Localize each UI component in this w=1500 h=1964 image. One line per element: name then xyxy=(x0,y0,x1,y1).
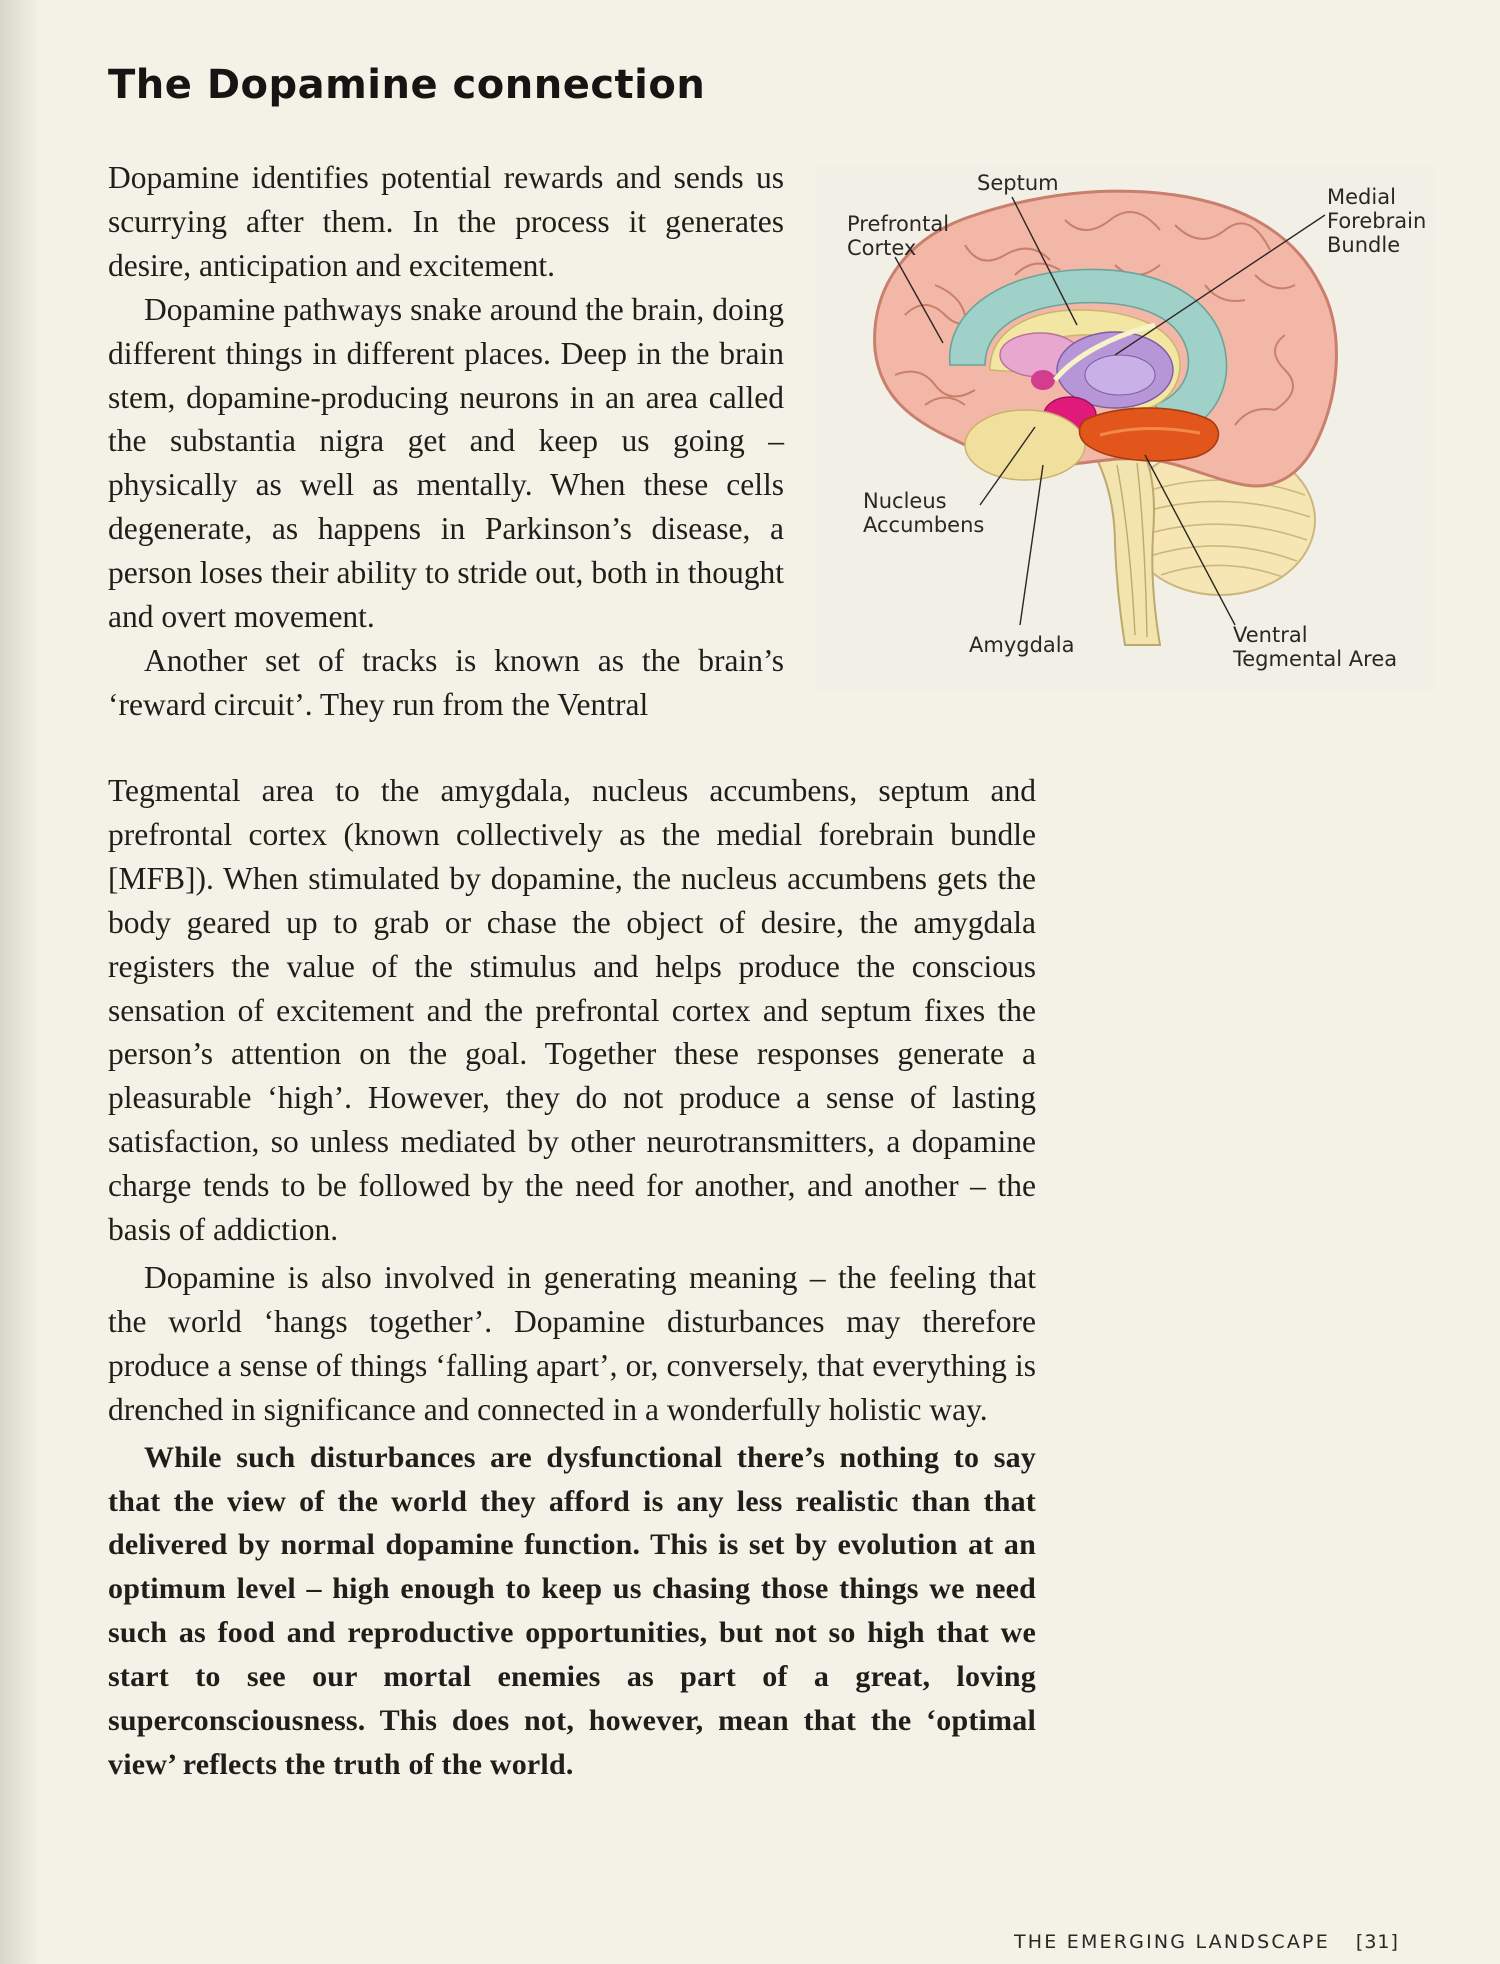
label-medial-forebrain-bundle: Medial Forebrain Bundle xyxy=(1327,185,1427,257)
label-prefrontal-cortex: Prefrontal Cortex xyxy=(847,212,950,260)
paragraph-3-rest: Tegmental area to the amygdala, nucleus accumbens, septum and prefrontal cortex (known collectively as the medial forebrain bundle [MFB]). When stimulated by dopamine, the nucleus accumbens gets the body geared up to grab or chase the object of desire, the amygdala registers the value of the stimulus and helps produce the conscious sensation of excitement and the prefrontal cortex and septum fixes the person’s attention on the goal. Together these responses generate a pleasurable ‘high’. However, they do not produce a sense of lasting satisfaction, so unless mediated by other neurotransmitters, a dopamine charge tends to be followed by the need for another, and another – the basis of addiction. xyxy=(108,773,1036,1248)
label-ventral-tegmental-area: Ventral Tegmental Area xyxy=(1233,623,1398,671)
paragraph-4: Dopamine is also involved in generating meaning – the feeling that the world ‘hangs together’. Dopamine disturbances may therefore produce a sense of things ‘falling apart’, or, conversely, that everything is drenched in significance and connected in a wonderfully holistic way. xyxy=(108,1259,1036,1427)
label-amygdala: Amygdala xyxy=(969,633,1075,657)
paragraph-2: Dopamine pathways snake around the brain, doing different things in different places. Deep in the brain stem, dopamine-producing neurons in an area called the substantia nigra get and keep us going – physically as well as mentally. When these cells degenerate, as happens in Parkinson’s disease, a person loses their ability to stride out, both in thought and overt movement. xyxy=(108,291,784,635)
text-column-wide xyxy=(108,769,1036,1787)
page-gutter-shadow xyxy=(0,0,40,1964)
page-title: The Dopamine connection xyxy=(108,62,706,108)
page-footer xyxy=(1014,1931,1399,1953)
label-nucleus-accumbens: Nucleus Accumbens xyxy=(863,489,985,537)
paragraph-3-start: Another set of tracks is known as the brain’s ‘reward circuit’. They run from the Ventral xyxy=(108,642,784,722)
text-column-narrow xyxy=(108,156,784,727)
paragraph-1: Dopamine identifies potential rewards and sends us scurrying after them. In the process it generates desire, anticipation and excitement. xyxy=(108,160,784,283)
running-footer: THE EMERGING LANDSCAPE xyxy=(1014,1931,1330,1953)
page-number: [31] xyxy=(1355,1931,1399,1953)
ventral-tegmental-area-region xyxy=(1080,408,1219,461)
amygdala-region xyxy=(965,410,1085,480)
paragraph-5: While such disturbances are dysfunctional there’s nothing to say that the view of the world they afford is any less realistic than that delivered by normal dopamine function. This is set by evolution at an optimum level – high enough to keep us chasing those things we need such as food and reproductive opportunities, but not so high that we start to see our mortal enemies as part of a great, loving superconsciousness. This does not, however, mean that the ‘optimal view’ reflects the truth of the world. xyxy=(108,1440,1036,1781)
label-septum: Septum xyxy=(977,171,1059,195)
brain-diagram-figure xyxy=(815,165,1435,690)
